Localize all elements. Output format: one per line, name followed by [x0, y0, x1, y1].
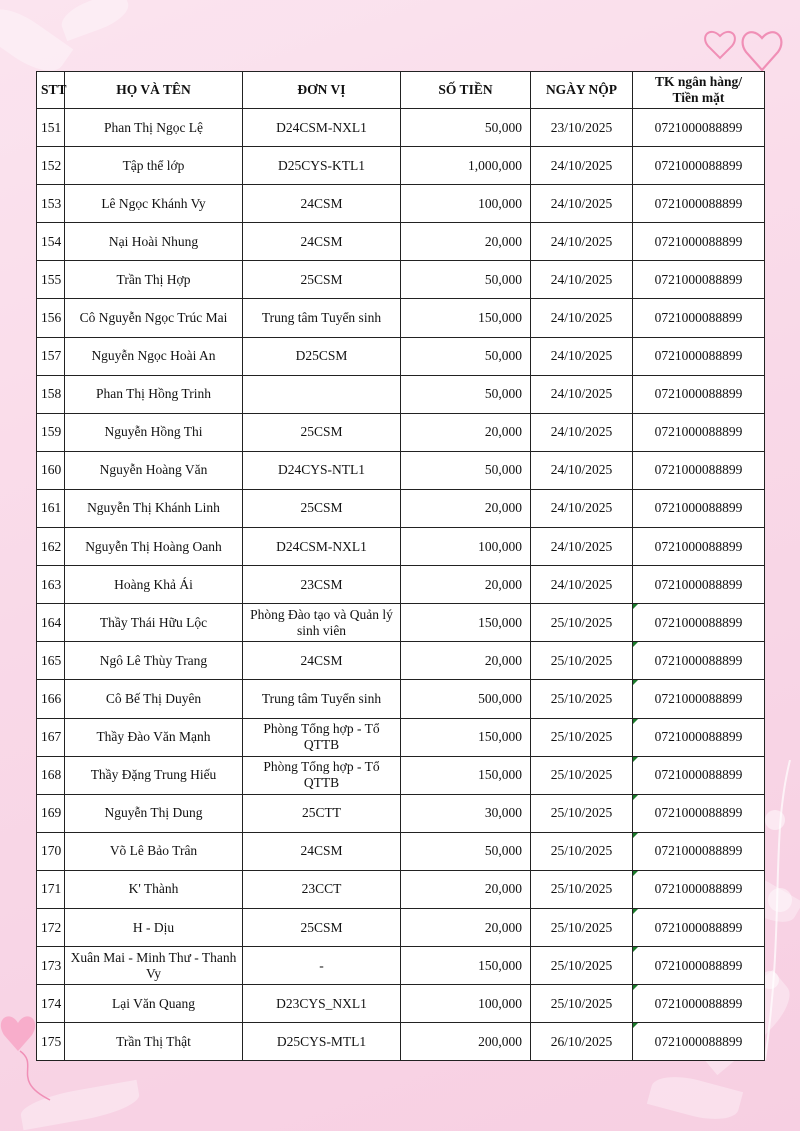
cell-name: Hoàng Khả Ái [65, 566, 243, 604]
cell-stt: 163 [37, 566, 65, 604]
cell-date: 24/10/2025 [531, 528, 633, 566]
cell-name: Nại Hoài Nhung [65, 223, 243, 261]
cell-stt: 175 [37, 1023, 65, 1061]
cell-account: 0721000088899 [633, 451, 765, 489]
cell-stt: 151 [37, 109, 65, 147]
cell-unit [243, 375, 401, 413]
cell-date: 25/10/2025 [531, 985, 633, 1023]
cell-stt: 154 [37, 223, 65, 261]
cell-stt: 157 [37, 337, 65, 375]
table-row [37, 337, 765, 375]
cell-name: K' Thành [65, 870, 243, 908]
cell-name: Võ Lê Bảo Trân [65, 832, 243, 870]
cell-account: 0721000088899 [633, 794, 765, 832]
cell-date: 25/10/2025 [531, 604, 633, 642]
cell-unit: 23CCT [243, 870, 401, 908]
cell-date: 24/10/2025 [531, 147, 633, 185]
table-row [37, 908, 765, 946]
cell-name: Thầy Thái Hữu Lộc [65, 604, 243, 642]
cell-stt: 172 [37, 908, 65, 946]
donation-table [36, 71, 765, 1061]
table-row [37, 299, 765, 337]
cell-stt: 166 [37, 680, 65, 718]
cell-amount: 150,000 [401, 756, 531, 794]
header-amount: SỐ TIỀN [401, 72, 531, 109]
table-row [37, 832, 765, 870]
cell-account: 0721000088899 [633, 185, 765, 223]
cell-unit: Phòng Tổng hợp - Tổ QTTB [243, 756, 401, 794]
cell-date: 24/10/2025 [531, 451, 633, 489]
cell-name: Tập thể lớp [65, 147, 243, 185]
table-row [37, 147, 765, 185]
cell-unit: Trung tâm Tuyển sinh [243, 299, 401, 337]
cell-date: 25/10/2025 [531, 718, 633, 756]
cell-unit: 25CSM [243, 413, 401, 451]
cell-account: 0721000088899 [633, 261, 765, 299]
cell-account: 0721000088899 [633, 756, 765, 794]
cell-stt: 159 [37, 413, 65, 451]
cell-date: 25/10/2025 [531, 870, 633, 908]
cell-unit: 25CSM [243, 489, 401, 527]
cell-date: 24/10/2025 [531, 337, 633, 375]
table-row [37, 413, 765, 451]
cell-unit: 24CSM [243, 185, 401, 223]
cell-amount: 50,000 [401, 832, 531, 870]
cell-unit: 23CSM [243, 566, 401, 604]
cell-stt: 169 [37, 794, 65, 832]
table-row [37, 489, 765, 527]
cell-name: Lại Văn Quang [65, 985, 243, 1023]
cell-unit: 24CSM [243, 832, 401, 870]
table-row [37, 185, 765, 223]
cell-name: Phan Thị Hồng Trinh [65, 375, 243, 413]
cell-amount: 50,000 [401, 451, 531, 489]
cell-account: 0721000088899 [633, 147, 765, 185]
table-row [37, 1023, 765, 1061]
cell-name: Ngô Lê Thùy Trang [65, 642, 243, 680]
cell-name: Nguyễn Ngọc Hoài An [65, 337, 243, 375]
cell-name: Nguyễn Thị Dung [65, 794, 243, 832]
cell-account: 0721000088899 [633, 908, 765, 946]
cell-amount: 20,000 [401, 413, 531, 451]
header-name: HỌ VÀ TÊN [65, 72, 243, 109]
cell-amount: 50,000 [401, 375, 531, 413]
cell-name: Xuân Mai - Minh Thư - Thanh Vy [65, 947, 243, 985]
cell-name: Cô Bế Thị Duyên [65, 680, 243, 718]
table-row [37, 642, 765, 680]
cell-name: Lê Ngọc Khánh Vy [65, 185, 243, 223]
table-row [37, 870, 765, 908]
cell-account: 0721000088899 [633, 375, 765, 413]
cell-name: Trần Thị Thật [65, 1023, 243, 1061]
cell-account: 0721000088899 [633, 604, 765, 642]
cell-stt: 162 [37, 528, 65, 566]
cell-name: Thầy Đặng Trung Hiếu [65, 756, 243, 794]
cell-account: 0721000088899 [633, 642, 765, 680]
cell-amount: 20,000 [401, 908, 531, 946]
cell-stt: 156 [37, 299, 65, 337]
cell-amount: 20,000 [401, 566, 531, 604]
cell-account: 0721000088899 [633, 109, 765, 147]
cell-date: 23/10/2025 [531, 109, 633, 147]
cell-amount: 50,000 [401, 109, 531, 147]
cell-unit: Phòng Tổng hợp - Tổ QTTB [243, 718, 401, 756]
cell-account: 0721000088899 [633, 337, 765, 375]
cell-unit: D23CYS_NXL1 [243, 985, 401, 1023]
table-row [37, 604, 765, 642]
cell-amount: 50,000 [401, 261, 531, 299]
cell-account: 0721000088899 [633, 1023, 765, 1061]
table-row [37, 718, 765, 756]
cell-date: 24/10/2025 [531, 375, 633, 413]
cell-stt: 173 [37, 947, 65, 985]
cell-amount: 200,000 [401, 1023, 531, 1061]
cell-stt: 158 [37, 375, 65, 413]
cell-date: 25/10/2025 [531, 832, 633, 870]
cell-amount: 150,000 [401, 604, 531, 642]
cell-name: Nguyễn Thị Khánh Linh [65, 489, 243, 527]
table-row [37, 528, 765, 566]
cell-unit: 25CSM [243, 908, 401, 946]
cell-date: 25/10/2025 [531, 947, 633, 985]
cell-stt: 164 [37, 604, 65, 642]
cell-amount: 20,000 [401, 870, 531, 908]
cell-unit: Trung tâm Tuyển sinh [243, 680, 401, 718]
cell-name: Nguyễn Thị Hoàng Oanh [65, 528, 243, 566]
cell-account: 0721000088899 [633, 832, 765, 870]
table-row [37, 680, 765, 718]
cell-account: 0721000088899 [633, 223, 765, 261]
cell-date: 24/10/2025 [531, 223, 633, 261]
cell-unit: D25CYS-KTL1 [243, 147, 401, 185]
cell-date: 24/10/2025 [531, 261, 633, 299]
table-row [37, 375, 765, 413]
cell-stt: 153 [37, 185, 65, 223]
cell-account: 0721000088899 [633, 566, 765, 604]
cell-name: Thầy Đào Văn Mạnh [65, 718, 243, 756]
cell-stt: 167 [37, 718, 65, 756]
header-account-line1: TK ngân hàng/ [654, 74, 743, 89]
cell-unit: D25CYS-MTL1 [243, 1023, 401, 1061]
cell-amount: 100,000 [401, 185, 531, 223]
cell-account: 0721000088899 [633, 985, 765, 1023]
cell-stt: 165 [37, 642, 65, 680]
cell-amount: 30,000 [401, 794, 531, 832]
table-row [37, 109, 765, 147]
table-row [37, 261, 765, 299]
cell-date: 24/10/2025 [531, 413, 633, 451]
cell-unit: D24CSM-NXL1 [243, 528, 401, 566]
cell-unit: 25CSM [243, 261, 401, 299]
cell-date: 24/10/2025 [531, 489, 633, 527]
cell-name: Cô Nguyễn Ngọc Trúc Mai [65, 299, 243, 337]
cell-date: 25/10/2025 [531, 908, 633, 946]
cell-date: 26/10/2025 [531, 1023, 633, 1061]
header-date: NGÀY NỘP [531, 72, 633, 109]
cell-amount: 20,000 [401, 223, 531, 261]
cell-date: 24/10/2025 [531, 185, 633, 223]
cell-date: 25/10/2025 [531, 680, 633, 718]
cell-account: 0721000088899 [633, 947, 765, 985]
cell-amount: 100,000 [401, 528, 531, 566]
cell-stt: 161 [37, 489, 65, 527]
cell-unit: D24CYS-NTL1 [243, 451, 401, 489]
table-row [37, 223, 765, 261]
cell-unit: 25CTT [243, 794, 401, 832]
header-account [633, 72, 765, 109]
table-row [37, 566, 765, 604]
cell-amount: 500,000 [401, 680, 531, 718]
cell-amount: 150,000 [401, 947, 531, 985]
cell-date: 25/10/2025 [531, 794, 633, 832]
table-row [37, 451, 765, 489]
cell-stt: 152 [37, 147, 65, 185]
cell-account: 0721000088899 [633, 299, 765, 337]
cell-stt: 155 [37, 261, 65, 299]
cell-amount: 100,000 [401, 985, 531, 1023]
cell-date: 25/10/2025 [531, 642, 633, 680]
cell-name: H - Dịu [65, 908, 243, 946]
cell-date: 24/10/2025 [531, 566, 633, 604]
cell-account: 0721000088899 [633, 413, 765, 451]
cell-unit: D24CSM-NXL1 [243, 109, 401, 147]
cell-unit: D25CSM [243, 337, 401, 375]
cell-amount: 20,000 [401, 642, 531, 680]
cell-amount: 20,000 [401, 489, 531, 527]
heart-icon-top-right [700, 8, 795, 78]
cell-stt: 160 [37, 451, 65, 489]
cell-stt: 168 [37, 756, 65, 794]
cell-amount: 150,000 [401, 299, 531, 337]
cell-unit: 24CSM [243, 223, 401, 261]
cell-stt: 170 [37, 832, 65, 870]
cell-account: 0721000088899 [633, 489, 765, 527]
cell-name: Nguyễn Hoàng Văn [65, 451, 243, 489]
cell-account: 0721000088899 [633, 528, 765, 566]
cell-stt: 174 [37, 985, 65, 1023]
cell-name: Phan Thị Ngọc Lệ [65, 109, 243, 147]
cell-account: 0721000088899 [633, 870, 765, 908]
cell-account: 0721000088899 [633, 718, 765, 756]
cell-unit: - [243, 947, 401, 985]
cell-name: Trần Thị Hợp [65, 261, 243, 299]
table-header-row [37, 72, 765, 109]
table-row [37, 947, 765, 985]
header-stt: STT [37, 72, 65, 109]
cell-account: 0721000088899 [633, 680, 765, 718]
table-row [37, 794, 765, 832]
cell-unit: Phòng Đào tạo và Quản lý sinh viên [243, 604, 401, 642]
header-unit: ĐƠN VỊ [243, 72, 401, 109]
cell-unit: 24CSM [243, 642, 401, 680]
table-row [37, 756, 765, 794]
cell-stt: 171 [37, 870, 65, 908]
cell-amount: 150,000 [401, 718, 531, 756]
cell-name: Nguyễn Hồng Thi [65, 413, 243, 451]
cell-amount: 50,000 [401, 337, 531, 375]
cell-date: 25/10/2025 [531, 756, 633, 794]
header-account-line2: Tiền mặt [672, 90, 725, 105]
table-row [37, 985, 765, 1023]
cell-date: 24/10/2025 [531, 299, 633, 337]
cell-amount: 1,000,000 [401, 147, 531, 185]
